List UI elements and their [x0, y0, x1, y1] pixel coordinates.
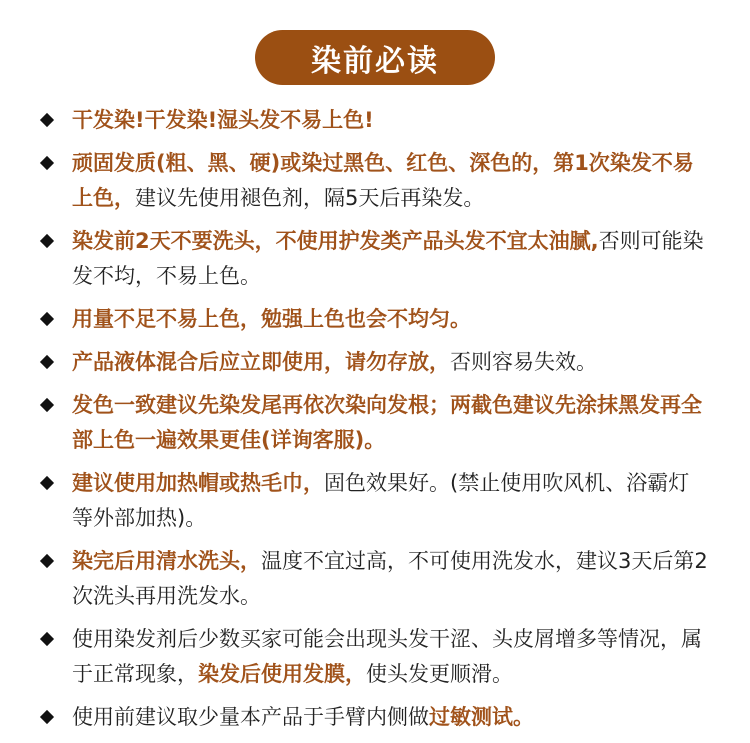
- diamond-bullet-icon: [40, 156, 54, 170]
- list-item: [40, 622, 710, 692]
- list-item: [40, 700, 710, 735]
- diamond-bullet-icon: [40, 710, 54, 724]
- instruction-list: [40, 103, 710, 743]
- item-text-highlight: 过敏测试。: [429, 705, 534, 729]
- diamond-bullet-icon: [40, 632, 54, 646]
- item-text-highlight: 产品液体混合后应立即使用，请勿存放，: [72, 350, 450, 374]
- list-item: [40, 388, 710, 458]
- item-text-highlight: 染完后用清水洗头，: [72, 549, 261, 573]
- item-text: 温度不宜过高，不可使用洗发水，建议3天后第2次洗头再用洗发水。: [72, 549, 708, 608]
- list-item: [40, 103, 710, 138]
- list-item: [40, 466, 710, 536]
- diamond-bullet-icon: [40, 476, 54, 490]
- diamond-bullet-icon: [40, 398, 54, 412]
- item-text-highlight: 顽固发质(粗、黑、硬)或染过黑色、红色、深色的，第1次染发不易上色，: [72, 151, 694, 210]
- item-text: 使用前建议取少量本产品于手臂内侧做: [72, 705, 429, 729]
- item-text: 固色效果好。(禁止使用吹风机、浴霸灯等外部加热)。: [72, 471, 690, 530]
- title-banner: [255, 30, 495, 85]
- item-text-highlight: 染发前2天不要洗头，不使用护发类产品头发不宜太油腻,: [72, 229, 599, 253]
- item-text-highlight: 建议使用加热帽或热毛巾，: [72, 471, 324, 495]
- item-text-highlight: 染发后使用发膜，: [198, 662, 366, 686]
- list-item: [40, 544, 710, 614]
- item-text-highlight: 干发染!干发染!湿头发不易上色!: [72, 108, 374, 132]
- item-text-highlight: 用量不足不易上色，勉强上色也会不均匀。: [72, 307, 471, 331]
- list-item: [40, 302, 710, 337]
- diamond-bullet-icon: [40, 312, 54, 326]
- item-text: 否则可能染发不均，不易上色。: [72, 229, 704, 288]
- item-text-highlight: 发色一致建议先染发尾再依次染向发根；两截色建议先涂抹黑发再全部上色一遍效果更佳(详询客服)。: [72, 393, 702, 452]
- diamond-bullet-icon: [40, 234, 54, 248]
- list-item: [40, 146, 710, 216]
- item-text: 否则容易失效。: [450, 350, 597, 374]
- item-text: 使头发更顺滑。: [366, 662, 513, 686]
- page-title: 染前必读: [311, 43, 439, 79]
- list-item: [40, 345, 710, 380]
- diamond-bullet-icon: [40, 113, 54, 127]
- list-item: [40, 224, 710, 294]
- item-text: 建议先使用褪色剂，隔5天后再染发。: [135, 186, 485, 210]
- diamond-bullet-icon: [40, 554, 54, 568]
- diamond-bullet-icon: [40, 355, 54, 369]
- item-text: 使用染发剂后少数买家可能会出现头发干涩、头皮屑增多等情况，属于正常现象，: [72, 627, 702, 686]
